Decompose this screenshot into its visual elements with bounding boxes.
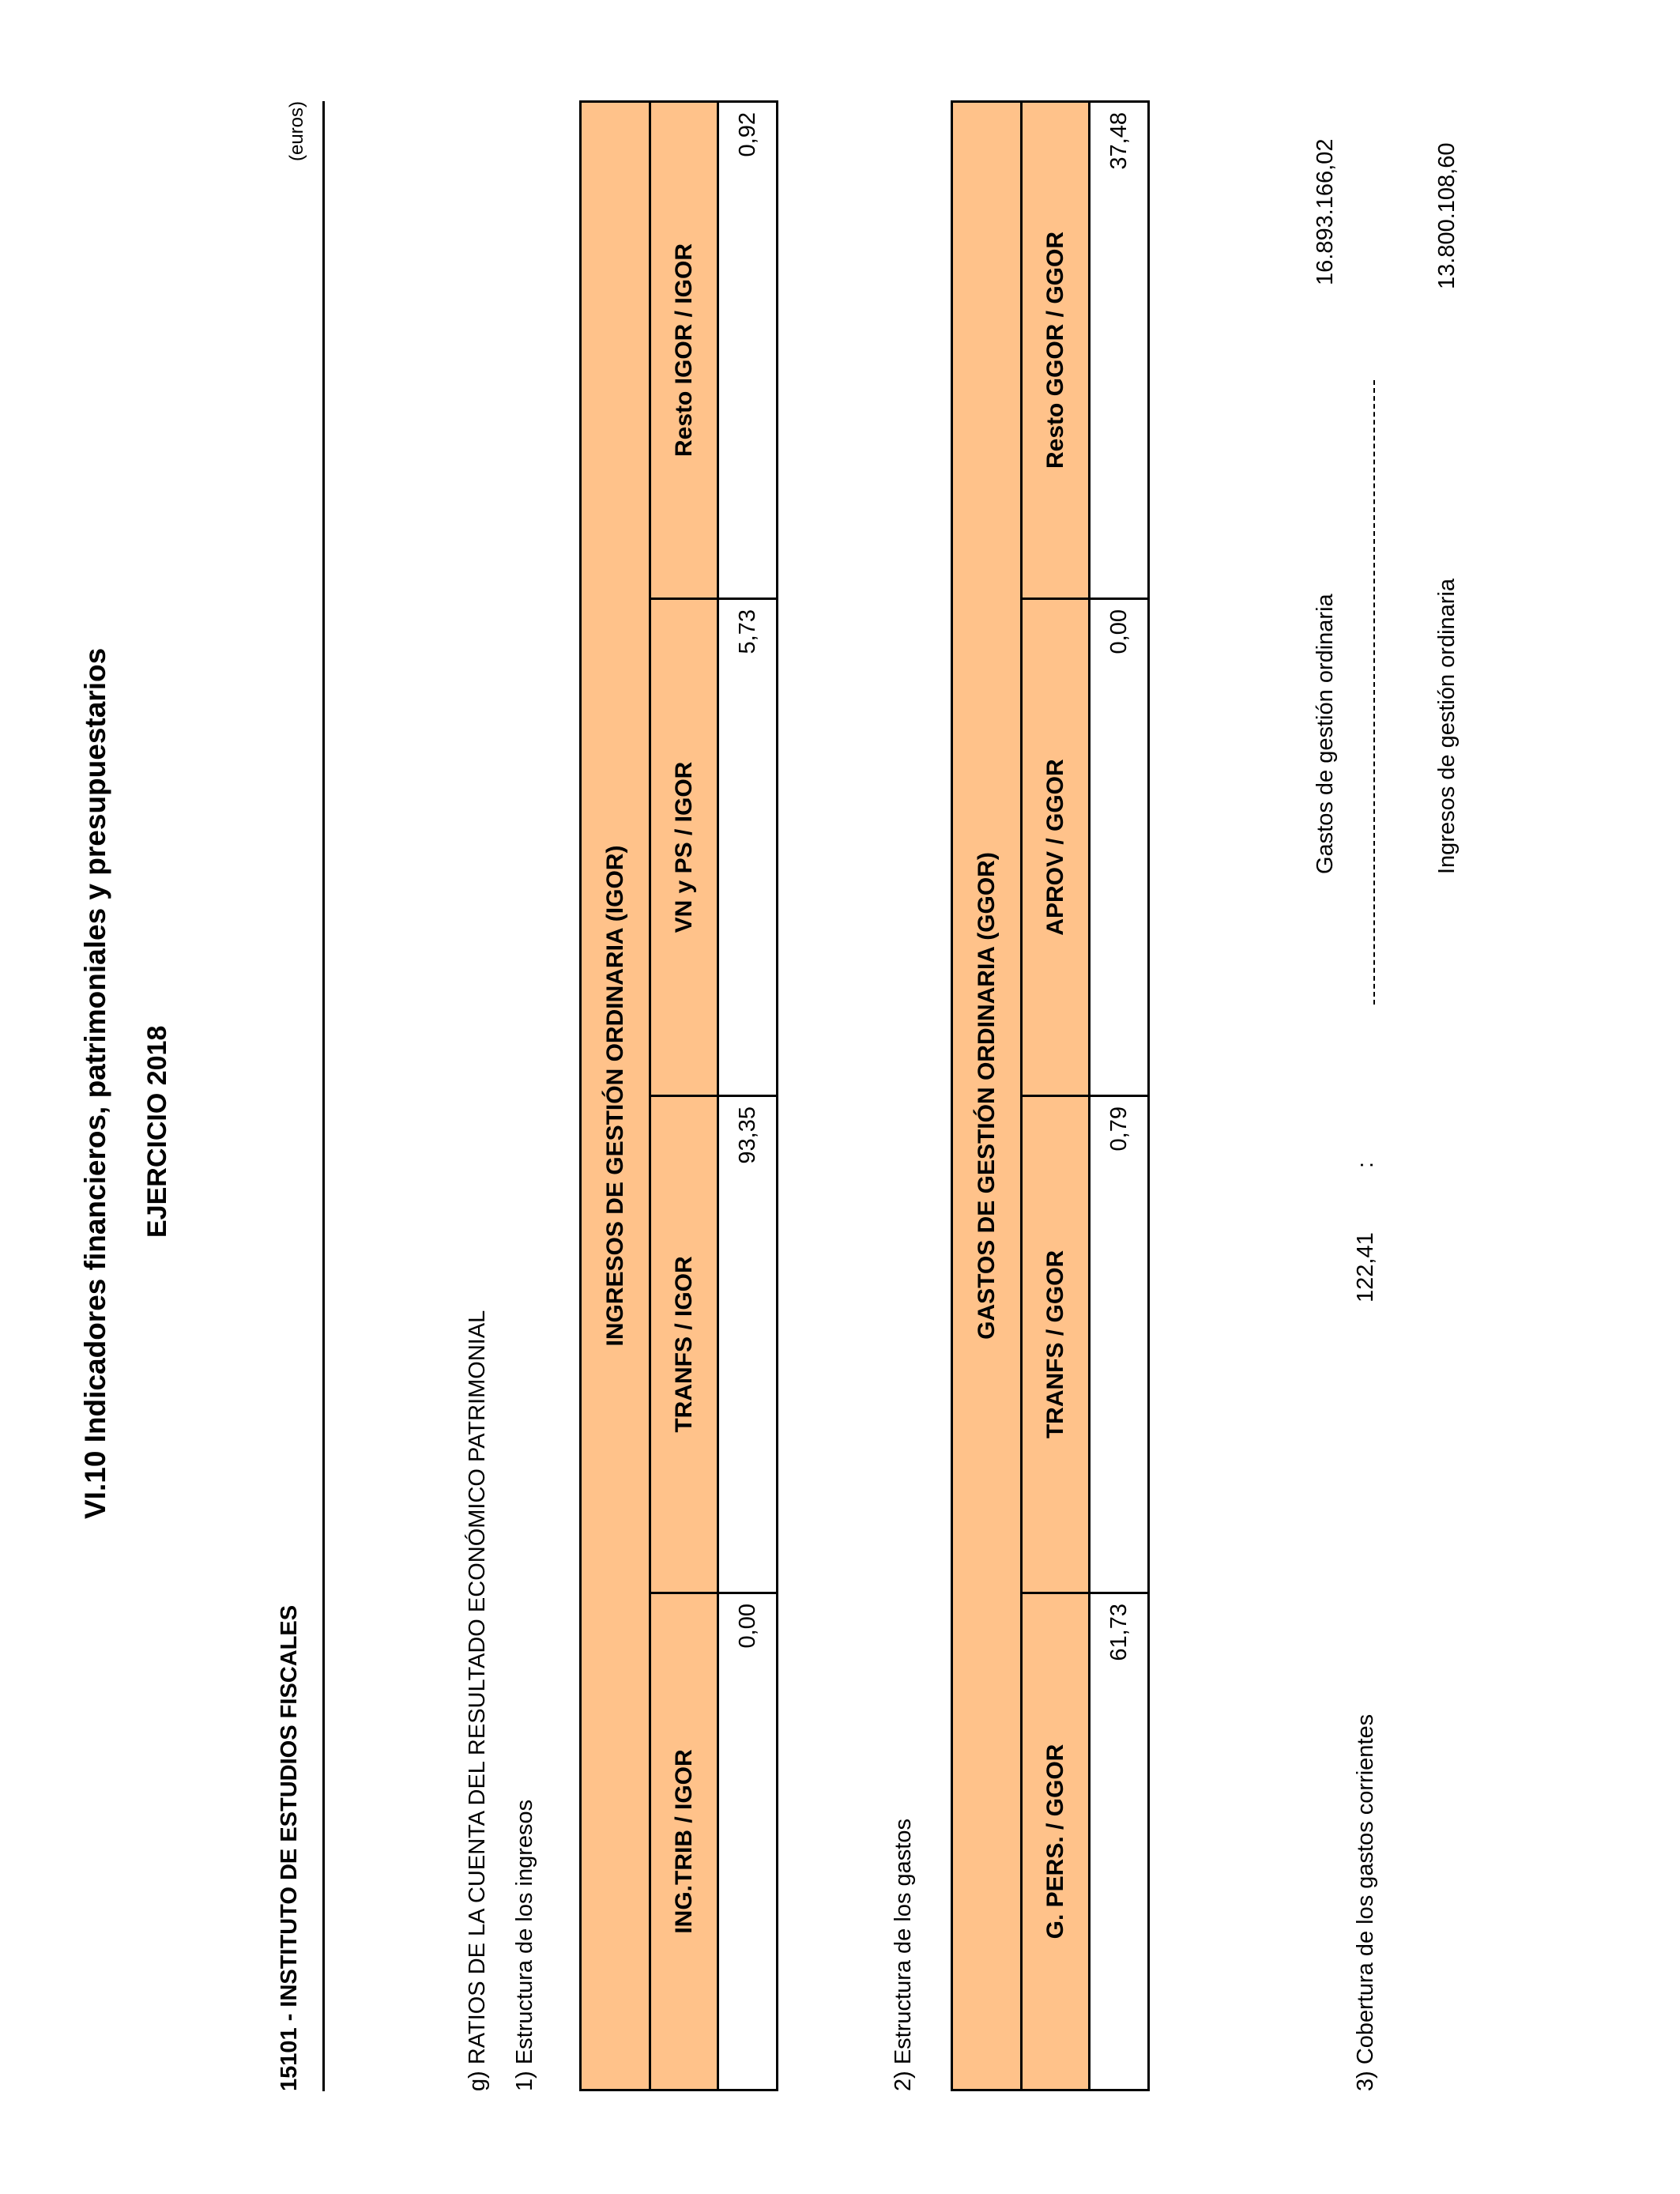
gastos-value-cell: 0,79 <box>1090 1096 1149 1593</box>
ingresos-value-cell: 93,35 <box>718 1096 778 1593</box>
ingresos-table <box>579 100 778 2091</box>
header-divider <box>322 101 325 2091</box>
cobertura-value: 122,41 <box>1353 1232 1378 1302</box>
gastos-table-header: GASTOS DE GESTIÓN ORDINARIA (GGOR) <box>952 102 1022 2090</box>
denominator-label: Ingresos de gestión ordinaria <box>1434 578 1460 874</box>
ingresos-table-header: INGRESOS DE GESTIÓN ORDINARIA (IGOR) <box>581 102 650 2090</box>
gastos-col-header: Resto GGOR / GGOR <box>1022 102 1090 599</box>
ingresos-value-cell: 5,73 <box>718 599 778 1096</box>
entity-name: 15101 - INSTITUTO DE ESTUDIOS FISCALES <box>277 1604 302 2091</box>
gastos-table <box>951 100 1150 2091</box>
gastos-value-cell: 61,73 <box>1090 1593 1149 2090</box>
section-title: g) RATIOS DE LA CUENTA DEL RESULTADO ECONÓMICO PATRIMONIAL <box>465 1310 490 2091</box>
ingresos-col-header: Resto IGOR / IGOR <box>650 102 718 599</box>
report-title: VI.10 Indicadores financieros, patrimoniales y presupuestarios <box>79 647 111 1519</box>
ingresos-label: 1) Estructura de los ingresos <box>512 1799 537 2091</box>
gastos-values-row <box>1090 102 1149 2090</box>
exercise-year: EJERCICIO 2018 <box>142 1025 172 1238</box>
cobertura-colon: : <box>1353 1161 1378 1168</box>
gastos-value-cell: 37,48 <box>1090 102 1149 599</box>
ingresos-value-cell: 0,92 <box>718 102 778 599</box>
cobertura-label: 3) Cobertura de los gastos corrientes <box>1353 1713 1378 2091</box>
ingresos-value-cell: 0,00 <box>718 1593 778 2090</box>
gastos-value-cell: 0,00 <box>1090 599 1149 1096</box>
ingresos-col-header: TRANFS / IGOR <box>650 1096 718 1593</box>
numerator-value: 16.893.166,02 <box>1313 138 1338 285</box>
ingresos-col-header: ING.TRIB / IGOR <box>650 1593 718 2090</box>
ingresos-values-row <box>718 102 778 2090</box>
denominator-value: 13.800.108,60 <box>1434 142 1460 289</box>
gastos-columns-row <box>1022 102 1090 2090</box>
currency-unit: (euros) <box>286 100 307 161</box>
ingresos-col-header: VN y PS / IGOR <box>650 599 718 1096</box>
gastos-col-header: G. PERS. / GGOR <box>1022 1593 1090 2090</box>
numerator-label: Gastos de gestión ordinaria <box>1313 594 1338 874</box>
gastos-label: 2) Estructura de los gastos <box>891 1819 916 2091</box>
ingresos-columns-row <box>650 102 718 2090</box>
gastos-col-header: TRANFS / GGOR <box>1022 1096 1090 1593</box>
fraction-line <box>1373 380 1375 1005</box>
gastos-col-header: APROV / GGOR <box>1022 599 1090 1096</box>
